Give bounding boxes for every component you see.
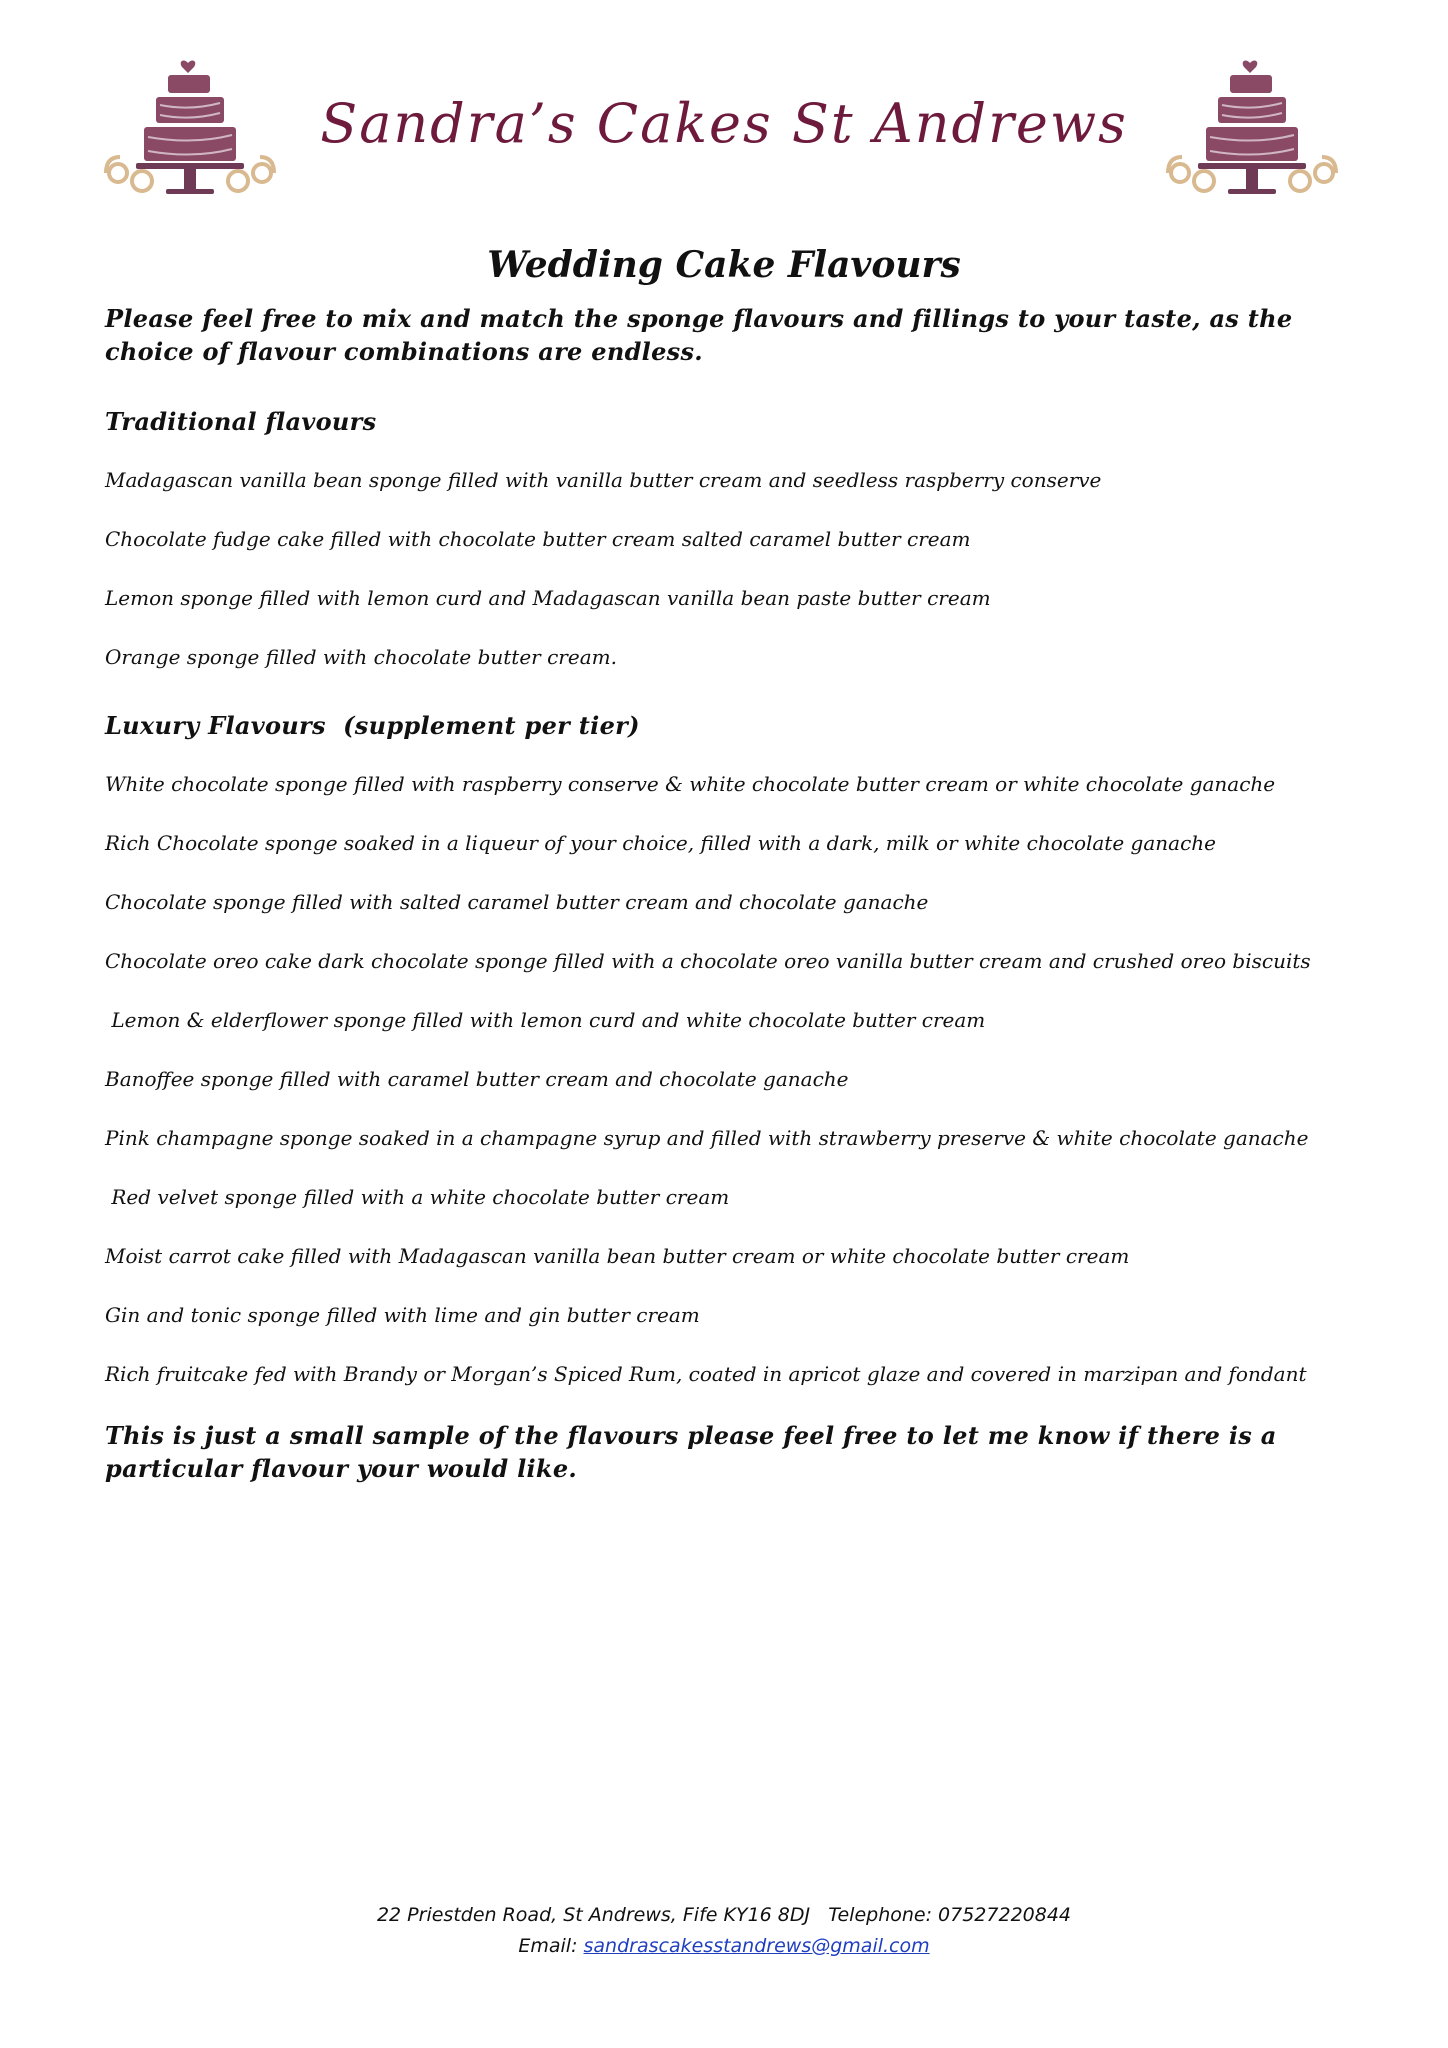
list-item: Orange sponge filled with chocolate butter cream. [105, 645, 617, 669]
intro-text: Please feel free to mix and match the sponge flavours and fillings to your taste, as the choice of flavour combinations are endless. [105, 304, 1293, 366]
list-item: Lemon & elderflower sponge filled with lemon curd and white chocolate butter cream [105, 1008, 986, 1032]
list-item: Lemon sponge filled with lemon curd and Madagascan vanilla bean paste butter cream [105, 586, 991, 610]
luxury-heading: Luxury Flavours (supplement per tier) [105, 711, 640, 740]
list-item: Madagascan vanilla bean sponge filled with vanilla butter cream and seedless raspberry conserve [105, 468, 1102, 492]
luxury-list [105, 770, 1355, 1389]
footer [0, 1900, 1448, 1962]
menu-content [105, 302, 1355, 1485]
list-item: Chocolate fudge cake filled with chocolate butter cream salted caramel butter cream [105, 527, 971, 551]
list-item: White chocolate sponge filled with raspberry conserve & white chocolate butter cream or white chocolate ganache [105, 772, 1276, 796]
list-item: Chocolate sponge filled with salted caramel butter cream and chocolate ganache [105, 890, 929, 914]
list-item: Banoffee sponge filled with caramel butter cream and chocolate ganache [105, 1067, 849, 1091]
tiered-cake-icon [1162, 55, 1347, 205]
email-label: Email: [518, 1935, 584, 1957]
closing-note: This is just a small sample of the flavours please feel free to let me know if there is a particular flavour your would like. [105, 1421, 1277, 1483]
footer-email-line [0, 1931, 1448, 1962]
traditional-list [105, 466, 1355, 672]
footer-address: 22 Priestden Road, St Andrews, Fife KY16 8DJ Telephone: 07527220844 [376, 1904, 1072, 1926]
brand-name: Sandra’s Cakes St Andrews [320, 92, 1128, 155]
email-link[interactable]: sandrascakesstandrews@gmail.com [583, 1935, 930, 1957]
list-item: Gin and tonic sponge filled with lime and gin butter cream [105, 1303, 700, 1327]
list-item: Rich fruitcake fed with Brandy or Morgan’s Spiced Rum, coated in apricot glaze and covered in marzipan and fondant [105, 1362, 1307, 1386]
traditional-heading: Traditional flavours [105, 407, 377, 436]
tiered-cake-icon [100, 55, 285, 205]
list-item: Chocolate oreo cake dark chocolate sponge filled with a chocolate oreo vanilla butter cream and crushed oreo biscuits [105, 949, 1311, 973]
list-item: Rich Chocolate sponge soaked in a liqueur of your choice, filled with a dark, milk or white chocolate ganache [105, 831, 1216, 855]
list-item: Moist carrot cake filled with Madagascan vanilla bean butter cream or white chocolate butter cream [105, 1244, 1130, 1268]
list-item: Red velvet sponge filled with a white chocolate butter cream [105, 1185, 730, 1209]
list-item: Pink champagne sponge soaked in a champagne syrup and filled with strawberry preserve & white chocolate ganache [105, 1126, 1309, 1150]
page-title: Wedding Cake Flavours [487, 244, 961, 287]
